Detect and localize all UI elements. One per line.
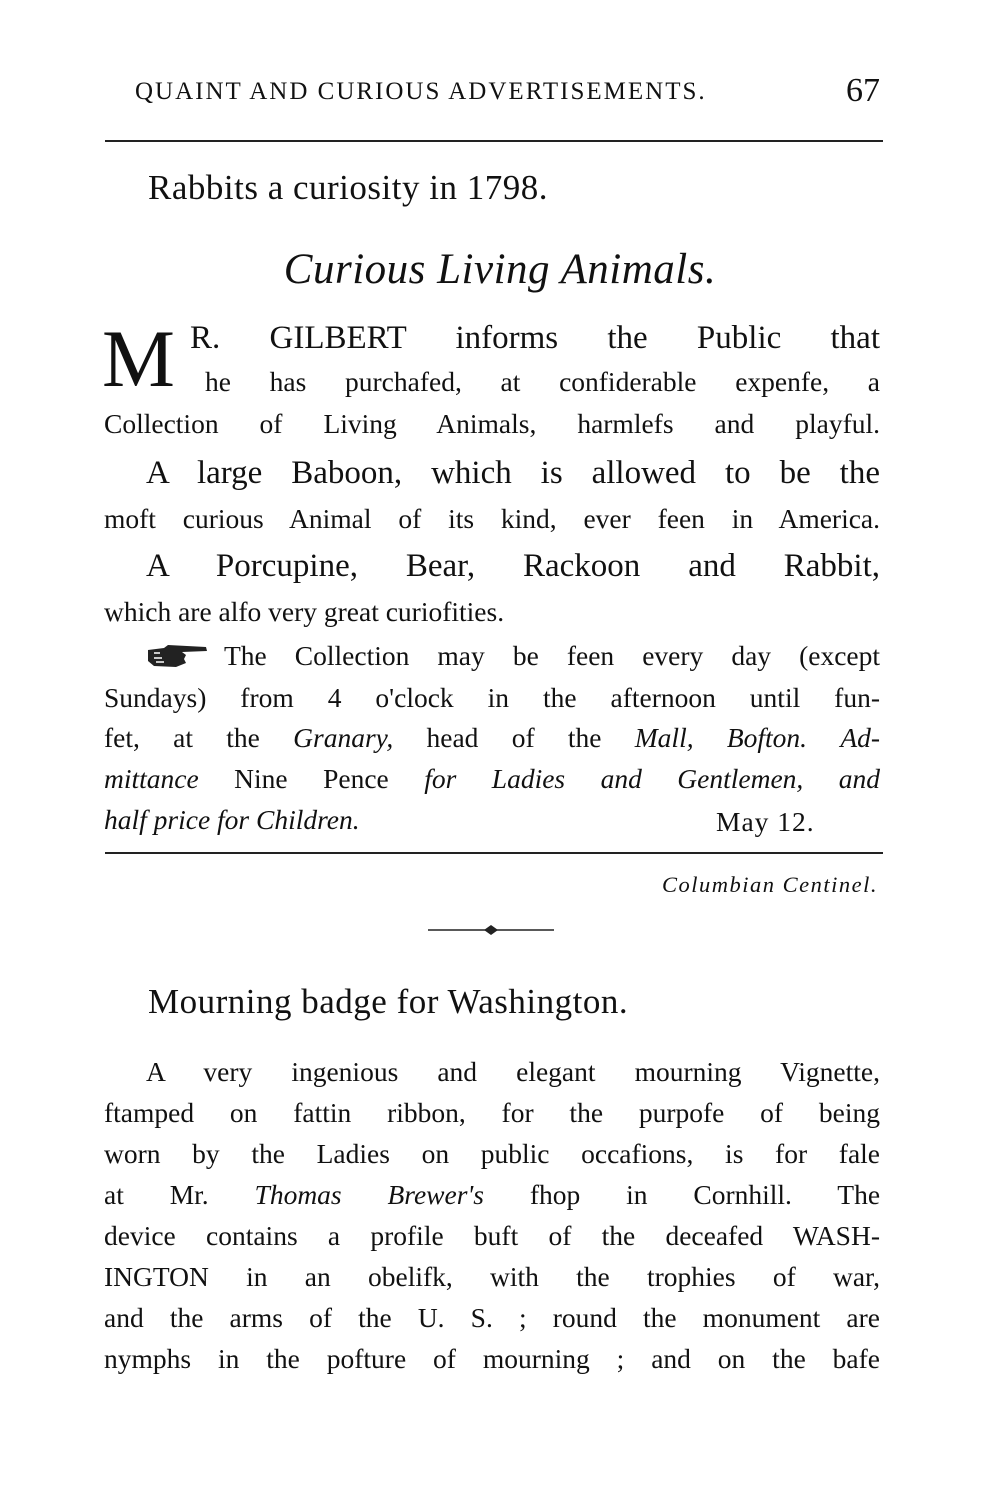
ad-line: he has purchafed, at confiderable expenfe, a (205, 366, 880, 397)
article-line: worn by the Ladies on public occafions, is for fale (104, 1138, 880, 1169)
person-name: Thomas Brewer's (254, 1179, 485, 1210)
ad-line: The Collection may be feen every day (except (224, 640, 880, 671)
place-name: Mall, Bofton. (634, 722, 808, 753)
drop-cap: M (102, 313, 175, 404)
ad-line: moft curious Animal of its kind, ever feen in America. (104, 503, 880, 534)
ad-text: for Ladies and Gentlemen, and (424, 763, 881, 794)
ad-date: May 12. (716, 806, 815, 837)
ad-heading: Curious Living Animals. (283, 246, 717, 293)
ad-text: head of the (426, 722, 602, 753)
ad-end-rule (105, 852, 883, 854)
ad-text: half price for Children. (104, 804, 360, 835)
price-text: Nine Pence (234, 763, 389, 794)
article-line: A very ingenious and elegant mourning Vignette, (146, 1056, 880, 1087)
ad-line: A Porcupine, Bear, Rackoon and Rabbit, (146, 548, 880, 584)
article-text: fhop in Cornhill. The (529, 1179, 881, 1210)
header-rule (105, 140, 883, 142)
page-number: 67 (846, 72, 880, 109)
article-line (104, 1181, 880, 1209)
article-line: device contains a profile buft of the deceafed WASH- (104, 1220, 880, 1251)
ad-line: Collection of Living Animals, harmlefs and playful. (104, 408, 880, 439)
article-line: INGTON in an obelifk, with the trophies of war, (104, 1261, 880, 1292)
ad-line (104, 765, 880, 793)
ad-line: R. GILBERT informs the Public that (190, 320, 880, 356)
section-title-rabbits: Rabbits a curiosity in 1798. (148, 168, 548, 207)
pointing-hand-icon (146, 641, 210, 669)
ad-text: mittance (104, 763, 199, 794)
article-line: ftamped on fattin ribbon, for the purpofe of being (104, 1097, 880, 1128)
ad-line: A large Baboon, which is allowed to be the (146, 455, 880, 491)
ad-line: Sundays) from 4 o'clock in the afternoon until fun- (104, 682, 880, 713)
ad-text: fet, at the (104, 722, 260, 753)
article-text: at Mr. (104, 1179, 209, 1210)
article-line: and the arms of the U. S. ; round the monument are (104, 1302, 880, 1333)
place-name: Granary, (293, 722, 394, 753)
ad-line (104, 724, 880, 752)
newspaper-source: Columbian Centinel. (662, 872, 878, 897)
article-line: nymphs in the pofture of mourning ; and on the bafe (104, 1343, 880, 1374)
ad-text: Ad- (840, 722, 881, 753)
diamond-rule-ornament (428, 924, 554, 936)
ad-line: which are alfo very great curiofities. (104, 596, 505, 627)
section-title-washington: Mourning badge for Washington. (148, 982, 629, 1021)
running-head-title: QUAINT AND CURIOUS ADVERTISEMENTS. (135, 78, 707, 105)
